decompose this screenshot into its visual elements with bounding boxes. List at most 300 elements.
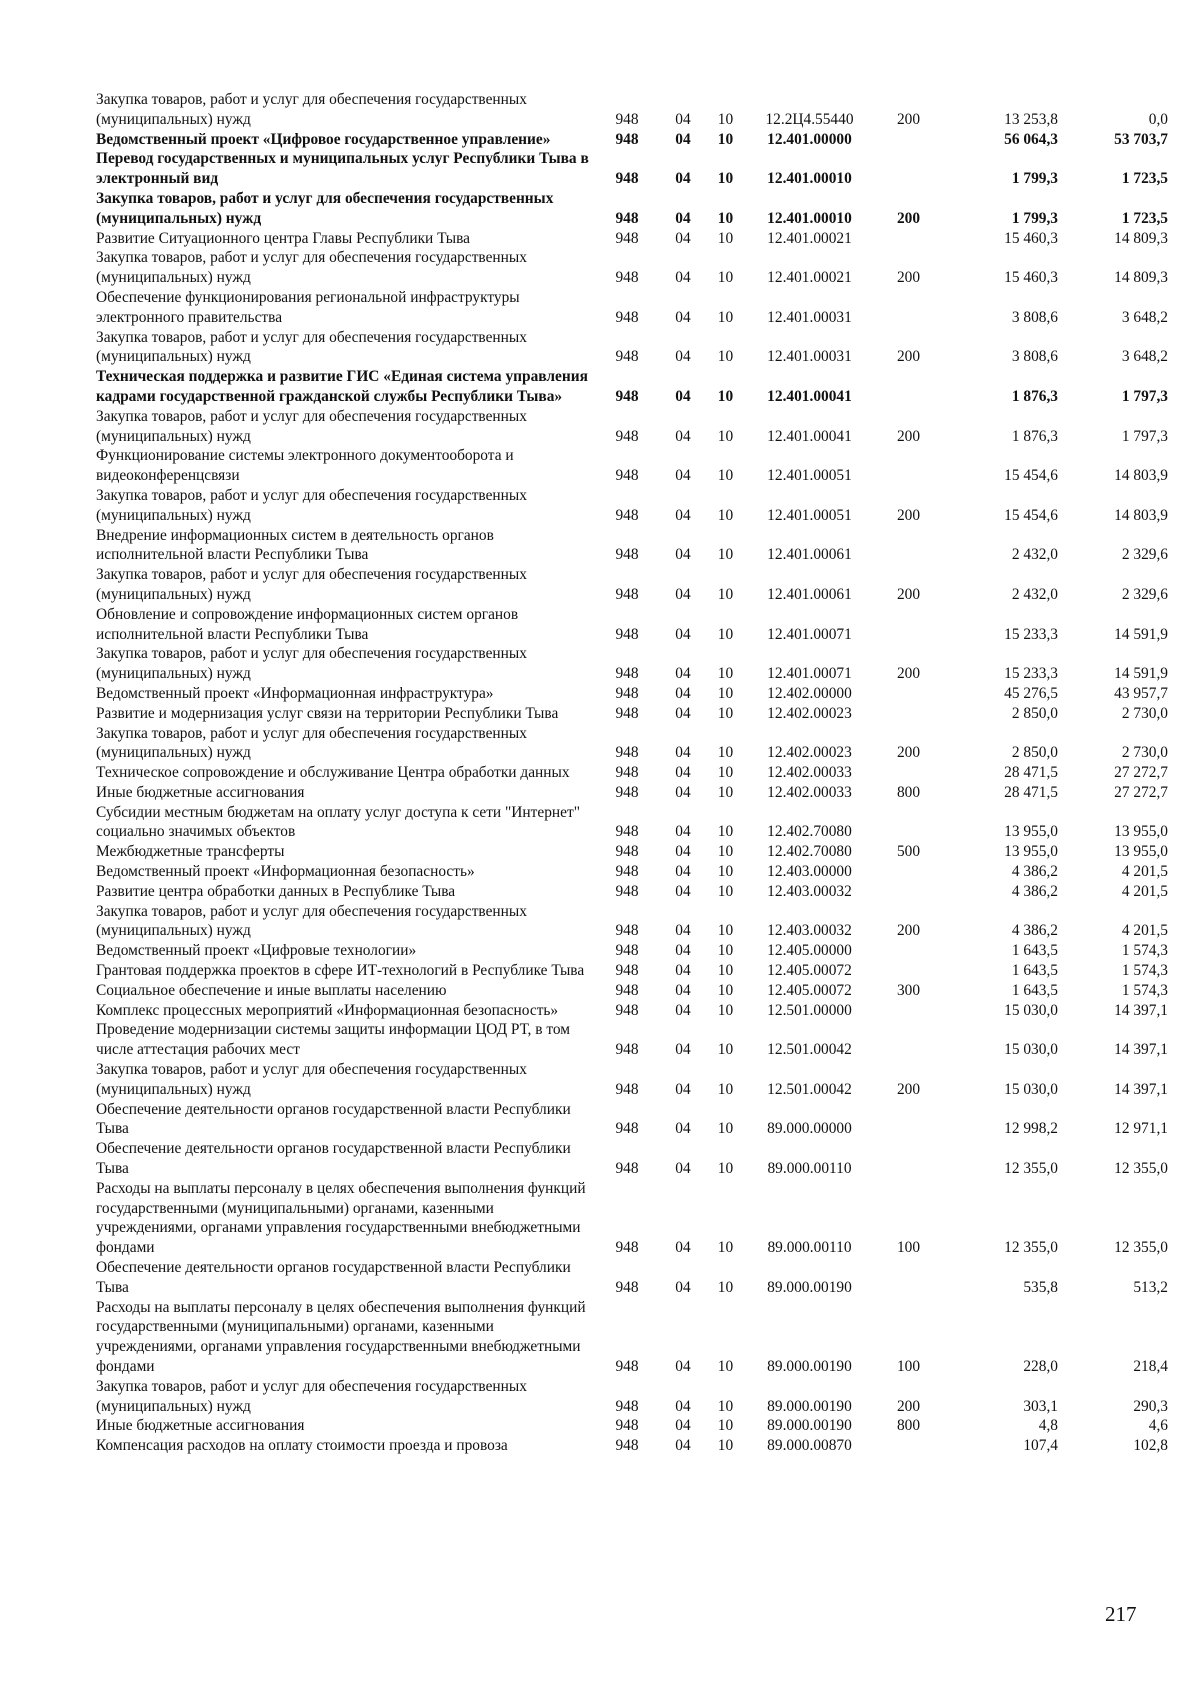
amount-year-2-cell: 14 591,9 <box>1114 625 1168 643</box>
admin-code-cell: 948 <box>615 110 639 128</box>
section-code-cell: 04 <box>675 684 691 702</box>
expense-type-code-cell: 100 <box>896 1239 921 1257</box>
section-code-cell: 04 <box>675 764 691 782</box>
expense-type-code-cell: 200 <box>896 209 921 227</box>
target-article-code-cell: 12.401.00000 <box>767 130 852 148</box>
expense-name-cell: Обеспечение деятельности органов государственной власти Республики Тыва <box>96 1100 571 1138</box>
expense-type-code-cell: 800 <box>896 783 921 801</box>
expense-type-code-cell: 200 <box>896 1397 921 1415</box>
expense-type-code-cell: 100 <box>896 1358 921 1375</box>
target-article-code-cell: 89.000.00190 <box>767 1397 852 1415</box>
table-row <box>96 763 1168 783</box>
admin-code-cell: 948 <box>615 467 639 485</box>
subsection-code-cell: 10 <box>717 1397 734 1415</box>
target-article-code-cell: 12.501.00042 <box>767 1080 852 1098</box>
section-code-cell: 04 <box>675 882 691 900</box>
amount-year-2-cell: 14 803,9 <box>1114 506 1168 524</box>
section-code-cell: 04 <box>675 110 691 128</box>
expense-name-cell: Закупка товаров, работ и услуг для обеспечения государственных (муниципальных) нужд <box>96 566 527 603</box>
subsection-code-cell: 10 <box>717 1080 734 1098</box>
expense-type-code-cell <box>871 862 946 882</box>
amount-year-1-cell: 12 355,0 <box>1004 1239 1058 1257</box>
target-article-code-cell: 12.401.00041 <box>767 387 852 405</box>
expense-type-code-cell <box>871 526 946 566</box>
table-row <box>96 1020 1168 1060</box>
subsection-code-cell: 10 <box>717 863 734 881</box>
amount-year-2-cell: 13 955,0 <box>1114 823 1168 841</box>
table-row <box>96 248 1168 288</box>
admin-code-cell: 948 <box>615 962 639 980</box>
expense-type-code-cell <box>871 605 946 645</box>
target-article-code-cell: 12.403.00032 <box>767 922 852 940</box>
section-code-cell: 04 <box>675 467 691 485</box>
amount-year-1-cell: 1 643,5 <box>1011 942 1058 960</box>
target-article-code-cell: 12.405.00000 <box>767 942 852 960</box>
amount-year-2-cell: 3 648,2 <box>1121 348 1168 366</box>
amount-year-2-cell: 218,4 <box>1133 1358 1168 1375</box>
admin-code-cell: 948 <box>615 348 639 366</box>
admin-code-cell: 948 <box>615 506 639 524</box>
amount-year-1-cell: 1 799,3 <box>1011 209 1058 227</box>
table-row <box>96 644 1168 684</box>
expense-name-cell: Комплекс процессных мероприятий «Информационная безопасность» <box>96 1001 559 1019</box>
target-article-code-cell: 12.401.00071 <box>767 625 852 643</box>
subsection-code-cell: 10 <box>717 625 734 643</box>
subsection-code-cell: 10 <box>717 467 734 485</box>
target-article-code-cell: 12.401.00031 <box>767 348 852 366</box>
subsection-code-cell: 10 <box>717 843 734 861</box>
amount-year-1-cell: 15 454,6 <box>1004 506 1058 524</box>
section-code-cell: 04 <box>675 427 691 445</box>
section-code-cell: 04 <box>675 209 691 227</box>
target-article-code-cell: 12.402.00023 <box>767 704 852 722</box>
section-code-cell: 04 <box>675 546 691 564</box>
amount-year-1-cell: 107,4 <box>1023 1437 1058 1455</box>
table-row <box>96 783 1168 803</box>
subsection-code-cell: 10 <box>717 427 734 445</box>
admin-code-cell: 948 <box>615 1160 639 1178</box>
expense-type-code-cell <box>871 1001 946 1021</box>
subsection-code-cell: 10 <box>717 823 734 841</box>
amount-year-1-cell: 4 386,2 <box>1011 922 1058 940</box>
target-article-code-cell: 12.405.00072 <box>767 981 852 999</box>
expense-type-code-cell <box>871 961 946 981</box>
table-row <box>96 288 1168 328</box>
subsection-code-cell: 10 <box>717 1358 734 1375</box>
expense-name-cell: Закупка товаров, работ и услуг для обеспечения государственных (муниципальных) нужд <box>96 902 527 940</box>
amount-year-2-cell: 4,6 <box>1148 1417 1168 1435</box>
table-row <box>96 90 1168 130</box>
table-row <box>96 605 1168 645</box>
expense-name-cell: Иные бюджетные ассигнования <box>96 1417 305 1435</box>
table-row <box>96 961 1168 981</box>
table-row <box>96 1001 1168 1021</box>
amount-year-2-cell: 1 574,3 <box>1121 942 1168 960</box>
expense-type-code-cell: 500 <box>896 843 921 861</box>
table-row <box>96 1298 1168 1377</box>
section-code-cell: 04 <box>675 1278 691 1296</box>
subsection-code-cell: 10 <box>717 130 734 148</box>
expense-type-code-cell: 300 <box>896 981 921 999</box>
section-code-cell: 04 <box>675 1239 691 1257</box>
expense-type-code-cell <box>871 149 946 189</box>
budget-table <box>96 90 1168 1456</box>
amount-year-1-cell: 3 808,6 <box>1011 308 1058 326</box>
subsection-code-cell: 10 <box>717 764 734 782</box>
target-article-code-cell: 89.000.00110 <box>767 1160 852 1178</box>
target-article-code-cell: 12.401.00041 <box>767 427 852 445</box>
admin-code-cell: 948 <box>615 625 639 643</box>
subsection-code-cell: 10 <box>717 546 734 564</box>
table-row <box>96 1436 1168 1456</box>
amount-year-2-cell: 2 730,0 <box>1121 744 1168 762</box>
table-row <box>96 1377 1168 1417</box>
amount-year-1-cell: 3 808,6 <box>1011 348 1058 366</box>
admin-code-cell: 948 <box>615 1120 639 1138</box>
amount-year-1-cell: 1 876,3 <box>1011 387 1058 405</box>
table-row <box>96 367 1168 407</box>
admin-code-cell: 948 <box>615 585 639 603</box>
amount-year-1-cell: 13 253,8 <box>1004 110 1058 128</box>
section-code-cell: 04 <box>675 783 691 801</box>
admin-code-cell: 948 <box>615 1437 639 1455</box>
amount-year-1-cell: 228,0 <box>1023 1358 1058 1375</box>
target-article-code-cell: 12.402.70080 <box>767 823 852 841</box>
expense-type-code-cell <box>871 882 946 902</box>
admin-code-cell: 948 <box>615 704 639 722</box>
amount-year-2-cell: 12 355,0 <box>1114 1239 1168 1257</box>
table-row <box>96 1179 1168 1258</box>
page-number: 217 <box>1105 1602 1137 1626</box>
target-article-code-cell: 89.000.00190 <box>767 1417 852 1435</box>
amount-year-2-cell: 14 809,3 <box>1114 229 1168 247</box>
admin-code-cell: 948 <box>615 863 639 881</box>
amount-year-2-cell: 2 329,6 <box>1121 546 1168 564</box>
amount-year-1-cell: 15 030,0 <box>1004 1001 1058 1019</box>
admin-code-cell: 948 <box>615 387 639 405</box>
expense-name-cell: Обеспечение деятельности органов государственной власти Республики Тыва <box>96 1259 571 1296</box>
amount-year-2-cell: 27 272,7 <box>1114 783 1168 801</box>
table-row <box>96 446 1168 486</box>
subsection-code-cell: 10 <box>717 110 734 128</box>
amount-year-2-cell: 0,0 <box>1148 110 1168 128</box>
section-code-cell: 04 <box>675 348 691 366</box>
section-code-cell: 04 <box>675 1437 691 1455</box>
target-article-code-cell: 89.000.00190 <box>767 1278 852 1296</box>
expense-name-cell: Ведомственный проект «Информационная безопасность» <box>96 863 475 881</box>
section-code-cell: 04 <box>675 962 691 980</box>
amount-year-2-cell: 1 574,3 <box>1121 962 1168 980</box>
target-article-code-cell: 12.401.00021 <box>767 269 852 287</box>
subsection-code-cell: 10 <box>717 1278 734 1296</box>
expense-name-cell: Закупка товаров, работ и услуг для обеспечения государственных (муниципальных) нужд <box>96 328 527 366</box>
amount-year-2-cell: 4 201,5 <box>1121 863 1168 881</box>
expense-name-cell: Межбюджетные трансферты <box>96 843 285 861</box>
amount-year-1-cell: 15 454,6 <box>1004 467 1058 485</box>
target-article-code-cell: 12.401.00021 <box>767 229 852 247</box>
amount-year-1-cell: 1 799,3 <box>1011 170 1058 188</box>
amount-year-1-cell: 45 276,5 <box>1004 684 1058 702</box>
section-code-cell: 04 <box>675 843 691 861</box>
section-code-cell: 04 <box>675 387 691 405</box>
section-code-cell: 04 <box>675 1080 691 1098</box>
amount-year-1-cell: 1 876,3 <box>1011 427 1058 445</box>
subsection-code-cell: 10 <box>717 942 734 960</box>
target-article-code-cell: 12.405.00072 <box>767 962 852 980</box>
amount-year-2-cell: 13 955,0 <box>1114 843 1168 861</box>
admin-code-cell: 948 <box>615 1041 639 1059</box>
amount-year-2-cell: 513,2 <box>1133 1278 1168 1296</box>
admin-code-cell: 948 <box>615 1239 639 1257</box>
section-code-cell: 04 <box>675 922 691 940</box>
amount-year-1-cell: 12 355,0 <box>1004 1160 1058 1178</box>
amount-year-2-cell: 1 574,3 <box>1121 981 1168 999</box>
table-row <box>96 1060 1168 1100</box>
expense-type-code-cell: 200 <box>896 922 921 940</box>
section-code-cell: 04 <box>675 1160 691 1178</box>
table-row <box>96 1139 1168 1179</box>
table-row <box>96 565 1168 605</box>
amount-year-1-cell: 15 233,3 <box>1004 665 1058 683</box>
table-row <box>96 130 1168 150</box>
section-code-cell: 04 <box>675 1358 691 1375</box>
table-row <box>96 229 1168 249</box>
amount-year-2-cell: 1 723,5 <box>1121 209 1168 227</box>
target-article-code-cell: 12.501.00042 <box>767 1041 852 1059</box>
subsection-code-cell: 10 <box>717 665 734 683</box>
subsection-code-cell: 10 <box>717 506 734 524</box>
section-code-cell: 04 <box>675 1417 691 1435</box>
table-row <box>96 941 1168 961</box>
amount-year-1-cell: 13 955,0 <box>1004 823 1058 841</box>
expense-name-cell: Расходы на выплаты персоналу в целях обеспечения выполнения функций государственными (муниципальными) органами, казенными учреждениями, органами управления государственными внебюджетными фондами <box>96 1179 586 1257</box>
expense-type-code-cell: 200 <box>896 744 921 762</box>
subsection-code-cell: 10 <box>717 783 734 801</box>
amount-year-1-cell: 2 432,0 <box>1011 546 1058 564</box>
admin-code-cell: 948 <box>615 209 639 227</box>
amount-year-2-cell: 14 809,3 <box>1114 269 1168 287</box>
target-article-code-cell: 12.401.00061 <box>767 585 852 603</box>
amount-year-2-cell: 43 957,7 <box>1114 684 1168 702</box>
amount-year-1-cell: 2 850,0 <box>1011 744 1058 762</box>
expense-name-cell: Закупка товаров, работ и услуг для обеспечения государственных (муниципальных) нужд <box>96 1061 527 1098</box>
target-article-code-cell: 12.501.00000 <box>767 1001 852 1019</box>
section-code-cell: 04 <box>675 1397 691 1415</box>
admin-code-cell: 948 <box>615 1397 639 1415</box>
amount-year-2-cell: 102,8 <box>1133 1437 1168 1455</box>
table-row <box>96 862 1168 882</box>
amount-year-1-cell: 1 643,5 <box>1011 981 1058 999</box>
amount-year-2-cell: 1 723,5 <box>1121 170 1168 188</box>
amount-year-1-cell: 13 955,0 <box>1004 843 1058 861</box>
table-row <box>96 902 1168 942</box>
expense-name-cell: Развитие центра обработки данных в Республике Тыва <box>96 882 456 900</box>
table-row <box>96 189 1168 229</box>
expense-name-cell: Перевод государственных и муниципальных услуг Республики Тыва в электронный вид <box>96 150 589 188</box>
amount-year-2-cell: 4 201,5 <box>1121 922 1168 940</box>
admin-code-cell: 948 <box>615 922 639 940</box>
expense-name-cell: Техническая поддержка и развитие ГИС «Единая система управления кадрами государственной гражданской службы Республики Тыва» <box>96 368 588 405</box>
target-article-code-cell: 89.000.00110 <box>767 1239 852 1257</box>
amount-year-1-cell: 15 030,0 <box>1004 1041 1058 1059</box>
subsection-code-cell: 10 <box>717 209 734 227</box>
table-row <box>96 1100 1168 1140</box>
subsection-code-cell: 10 <box>717 387 734 405</box>
expense-type-code-cell <box>871 763 946 783</box>
expense-name-cell: Закупка товаров, работ и услуг для обеспечения государственных (муниципальных) нужд <box>96 189 554 227</box>
target-article-code-cell: 12.2Ц4.55440 <box>765 110 854 128</box>
subsection-code-cell: 10 <box>717 1160 734 1178</box>
admin-code-cell: 948 <box>615 170 639 188</box>
target-article-code-cell: 89.000.00870 <box>767 1437 852 1455</box>
target-article-code-cell: 12.402.00033 <box>767 764 852 782</box>
section-code-cell: 04 <box>675 1120 691 1138</box>
amount-year-1-cell: 4 386,2 <box>1011 882 1058 900</box>
amount-year-2-cell: 14 591,9 <box>1114 665 1168 683</box>
expense-type-code-cell: 200 <box>896 665 921 683</box>
amount-year-2-cell: 2 329,6 <box>1121 585 1168 603</box>
amount-year-2-cell: 53 703,7 <box>1114 130 1168 148</box>
admin-code-cell: 948 <box>615 981 639 999</box>
expense-type-code-cell: 200 <box>896 506 921 524</box>
subsection-code-cell: 10 <box>717 704 734 722</box>
subsection-code-cell: 10 <box>717 1041 734 1059</box>
expense-name-cell: Закупка товаров, работ и услуг для обеспечения государственных (муниципальных) нужд <box>96 486 527 524</box>
subsection-code-cell: 10 <box>717 1239 734 1257</box>
amount-year-1-cell: 28 471,5 <box>1004 764 1058 782</box>
amount-year-2-cell: 1 797,3 <box>1121 427 1168 445</box>
amount-year-1-cell: 4,8 <box>1038 1417 1058 1435</box>
expense-type-code-cell <box>871 288 946 328</box>
expense-name-cell: Социальное обеспечение и иные выплаты населению <box>96 981 447 999</box>
expense-type-code-cell <box>871 941 946 961</box>
amount-year-1-cell: 15 233,3 <box>1004 625 1058 643</box>
admin-code-cell: 948 <box>615 427 639 445</box>
expense-name-cell: Ведомственный проект «Цифровое государственное управление» <box>96 130 551 148</box>
admin-code-cell: 948 <box>615 1417 639 1435</box>
subsection-code-cell: 10 <box>717 229 734 247</box>
expense-type-code-cell: 200 <box>896 1080 921 1098</box>
expense-type-code-cell <box>871 229 946 249</box>
target-article-code-cell: 12.401.00010 <box>767 170 852 188</box>
table-row <box>96 526 1168 566</box>
table-row <box>96 882 1168 902</box>
expense-type-code-cell <box>871 803 946 843</box>
expense-name-cell: Субсидии местным бюджетам на оплату услуг доступа к сети "Интернет" социально значимых объектов <box>96 803 580 841</box>
table-row <box>96 684 1168 704</box>
expense-name-cell: Развитие и модернизация услуг связи на территории Республики Тыва <box>96 704 559 722</box>
expense-type-code-cell <box>871 446 946 486</box>
table-row <box>96 1258 1168 1298</box>
admin-code-cell: 948 <box>615 783 639 801</box>
expense-name-cell: Обеспечение функционирования региональной инфраструктуры электронного правительства <box>96 288 520 326</box>
target-article-code-cell: 12.402.00023 <box>767 744 852 762</box>
expense-type-code-cell <box>871 367 946 407</box>
target-article-code-cell: 89.000.00190 <box>767 1358 852 1375</box>
admin-code-cell: 948 <box>615 1080 639 1098</box>
subsection-code-cell: 10 <box>717 684 734 702</box>
table-row <box>96 149 1168 189</box>
subsection-code-cell: 10 <box>717 348 734 366</box>
subsection-code-cell: 10 <box>717 170 734 188</box>
target-article-code-cell: 89.000.00000 <box>767 1120 852 1138</box>
amount-year-2-cell: 14 803,9 <box>1114 467 1168 485</box>
expense-type-code-cell <box>871 704 946 724</box>
expense-name-cell: Закупка товаров, работ и услуг для обеспечения государственных (муниципальных) нужд <box>96 724 527 762</box>
admin-code-cell: 948 <box>615 823 639 841</box>
section-code-cell: 04 <box>675 269 691 287</box>
subsection-code-cell: 10 <box>717 744 734 762</box>
expense-name-cell: Закупка товаров, работ и услуг для обеспечения государственных (муниципальных) нужд <box>96 645 527 683</box>
admin-code-cell: 948 <box>615 684 639 702</box>
expense-type-code-cell: 200 <box>896 427 921 445</box>
target-article-code-cell: 12.402.70080 <box>767 843 852 861</box>
amount-year-1-cell: 28 471,5 <box>1004 783 1058 801</box>
amount-year-1-cell: 4 386,2 <box>1011 863 1058 881</box>
section-code-cell: 04 <box>675 665 691 683</box>
expense-name-cell: Закупка товаров, работ и услуг для обеспечения государственных (муниципальных) нужд <box>96 1377 527 1415</box>
section-code-cell: 04 <box>675 585 691 603</box>
amount-year-1-cell: 15 030,0 <box>1004 1080 1058 1098</box>
section-code-cell: 04 <box>675 744 691 762</box>
amount-year-1-cell: 303,1 <box>1023 1397 1058 1415</box>
section-code-cell: 04 <box>675 308 691 326</box>
expense-name-cell: Закупка товаров, работ и услуг для обеспечения государственных (муниципальных) нужд <box>96 407 527 445</box>
admin-code-cell: 948 <box>615 546 639 564</box>
expense-type-code-cell <box>871 1020 946 1060</box>
section-code-cell: 04 <box>675 229 691 247</box>
admin-code-cell: 948 <box>615 744 639 762</box>
section-code-cell: 04 <box>675 506 691 524</box>
admin-code-cell: 948 <box>615 130 639 148</box>
target-article-code-cell: 12.403.00000 <box>767 863 852 881</box>
amount-year-1-cell: 1 643,5 <box>1011 962 1058 980</box>
amount-year-2-cell: 3 648,2 <box>1121 308 1168 326</box>
amount-year-1-cell: 2 432,0 <box>1011 585 1058 603</box>
target-article-code-cell: 12.401.00051 <box>767 467 852 485</box>
amount-year-2-cell: 14 397,1 <box>1114 1041 1168 1059</box>
amount-year-1-cell: 2 850,0 <box>1011 704 1058 722</box>
admin-code-cell: 948 <box>615 942 639 960</box>
expense-type-code-cell <box>871 684 946 704</box>
expense-type-code-cell <box>871 130 946 150</box>
subsection-code-cell: 10 <box>717 308 734 326</box>
section-code-cell: 04 <box>675 823 691 841</box>
amount-year-1-cell: 15 460,3 <box>1004 269 1058 287</box>
expense-name-cell: Функционирование системы электронного документооборота и видеоконференцсвязи <box>96 447 514 485</box>
expense-type-code-cell <box>871 1436 946 1456</box>
amount-year-2-cell: 12 355,0 <box>1114 1160 1168 1178</box>
table-row <box>96 1416 1168 1436</box>
table-row <box>96 724 1168 764</box>
amount-year-2-cell: 27 272,7 <box>1114 764 1168 782</box>
expense-name-cell: Закупка товаров, работ и услуг для обеспечения государственных (муниципальных) нужд <box>96 91 527 128</box>
expense-type-code-cell <box>871 1139 946 1179</box>
subsection-code-cell: 10 <box>717 981 734 999</box>
section-code-cell: 04 <box>675 1041 691 1059</box>
subsection-code-cell: 10 <box>717 585 734 603</box>
expense-name-cell: Грантовая поддержка проектов в сфере ИТ-технологий в Республике Тыва <box>96 962 585 980</box>
target-article-code-cell: 12.401.00071 <box>767 665 852 683</box>
table-row <box>96 981 1168 1001</box>
section-code-cell: 04 <box>675 981 691 999</box>
amount-year-2-cell: 4 201,5 <box>1121 882 1168 900</box>
admin-code-cell: 948 <box>615 882 639 900</box>
section-code-cell: 04 <box>675 704 691 722</box>
table-row <box>96 842 1168 862</box>
expense-name-cell: Ведомственный проект «Информационная инфраструктура» <box>96 684 494 702</box>
expense-name-cell: Иные бюджетные ассигнования <box>96 783 305 801</box>
